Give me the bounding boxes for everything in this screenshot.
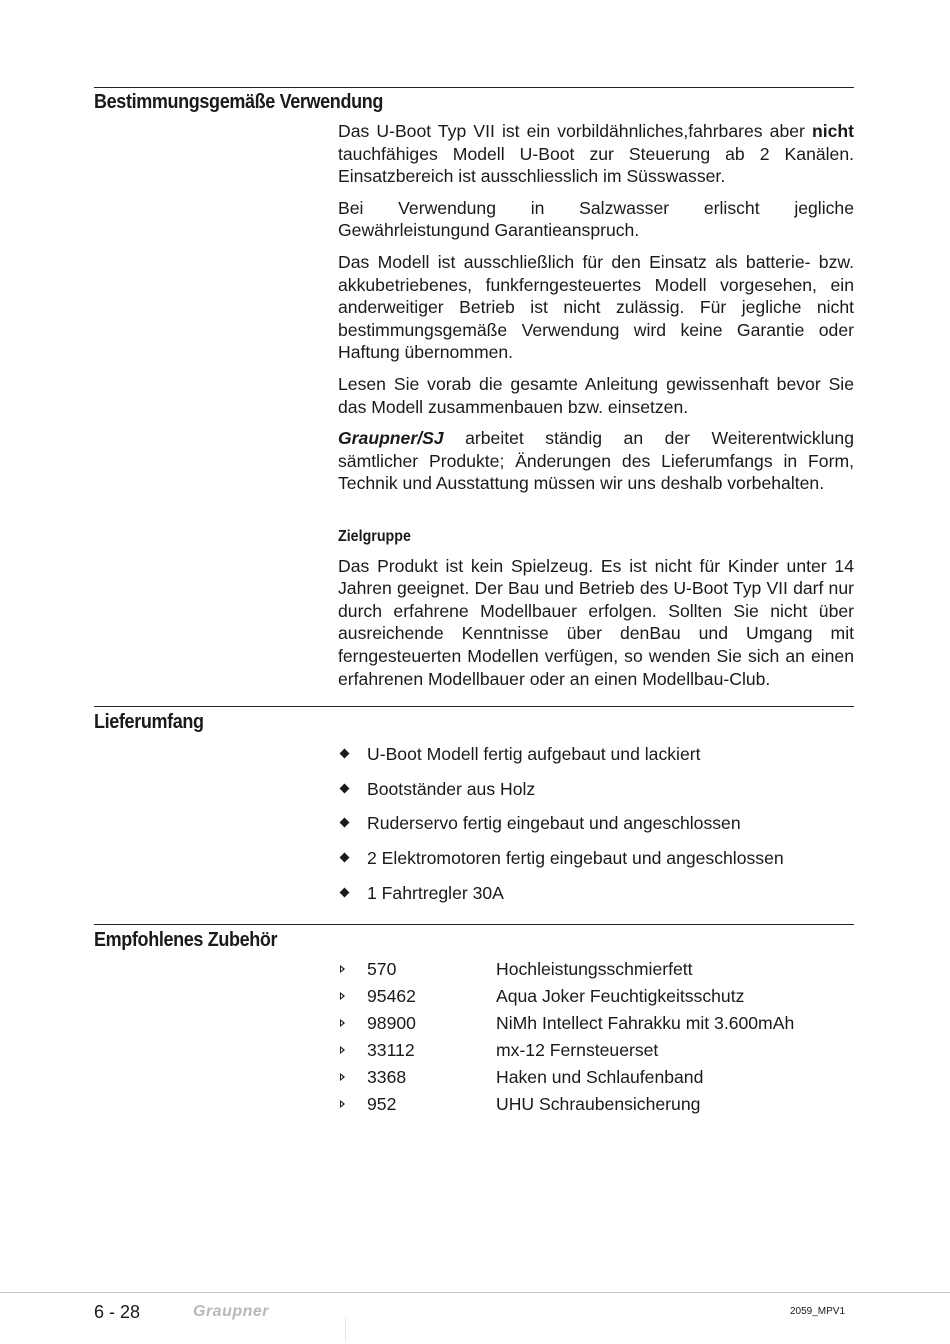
article-description: NiMh Intellect Fahrakku mit 3.600mAh xyxy=(496,1013,795,1033)
article-description: UHU Schraubensicherung xyxy=(496,1094,701,1114)
usage-paragraph-5: Graupner/SJ arbeitet ständig an der Weiterentwicklung sämtlicher Produkte; Änderungen des Lieferumfangs in Form, Technik und Ausstattung müssen wir uns deshalb vorbehalten. xyxy=(338,428,854,494)
usage-paragraph-2: Bei Verwendung in Salzwasser erlischt jegliche Gewährleistungund Garantieanspruch. xyxy=(338,197,854,241)
section-divider xyxy=(94,87,854,88)
accessory-row xyxy=(338,958,854,985)
list-item: Ruderservo fertig eingebaut und angeschlossen xyxy=(338,812,854,847)
triangle-bullet-icon xyxy=(340,992,345,1000)
graupner-logo: Graupner xyxy=(193,1303,270,1320)
footer-divider xyxy=(0,1292,950,1293)
usage-paragraph-1: Das U-Boot Typ VII ist ein vorbildähnliches,fahrbares aber nicht tauchfähiges Modell U-Boot zur Steuerung ab 2 Kanälen. Einsatzbereich ist ausschliesslich im Süsswasser. xyxy=(338,121,854,187)
diamond-bullet-icon xyxy=(340,887,350,897)
brand-name: Graupner/SJ xyxy=(338,428,444,449)
target-group-text: Das Produkt ist kein Spielzeug. Es ist nicht für Kinder unter 14 Jahren geeignet. Der Bau und Betrieb des U-Boot Typ VII darf nur durch erfahrene Modellbauer erfolgen. Sollten Sie nicht über ausreichende Kenntnisse über denBau und Umgang mit ferngesteuerten Modellen verfügen, so wenden Sie sich an einen erfahrenen Modellbauer oder an einen Modellbau-Club. xyxy=(338,555,854,689)
list-item: 1 Fahrtregler 30A xyxy=(338,882,854,917)
usage-paragraph-3: Das Modell ist ausschließlich für den Einsatz als batterie- bzw. akkubetriebenes, funkferngesteuertes Modell vorgesehen, ein anderweitiger Betrieb ist nicht zulässig. Für jegliche nicht bestimmungsgemäße Verwendung wird keine Garantie oder Haftung übernommen. xyxy=(338,251,854,363)
accessory-row xyxy=(338,1093,854,1120)
article-number: 952 xyxy=(367,1094,397,1114)
list-item: Bootständer aus Holz xyxy=(338,778,854,813)
diamond-bullet-icon xyxy=(340,749,350,759)
usage-text-column xyxy=(338,120,854,495)
footer-divider xyxy=(345,1318,346,1342)
list-item: 2 Elektromotoren fertig eingebaut und angeschlossen xyxy=(338,847,854,882)
target-group-block xyxy=(338,526,854,690)
section-heading-delivery: Lieferumfang xyxy=(94,711,204,733)
article-description: mx-12 Fernsteuerset xyxy=(496,1040,659,1060)
accessory-row xyxy=(338,985,854,1012)
triangle-bullet-icon xyxy=(340,965,345,973)
emphasis-nicht: nicht xyxy=(811,121,854,141)
section-heading-usage: Bestimmungsgemäße Verwendung xyxy=(94,91,383,113)
section-heading-accessories: Empfohlenes Zubehör xyxy=(94,929,278,951)
accessories-list xyxy=(338,958,854,1120)
article-number: 98900 xyxy=(367,1013,416,1033)
accessory-row xyxy=(338,1039,854,1066)
article-description: Aqua Joker Feuchtigkeitsschutz xyxy=(496,986,745,1006)
section-divider xyxy=(94,706,854,707)
diamond-bullet-icon xyxy=(340,783,350,793)
article-number: 570 xyxy=(367,959,397,979)
triangle-bullet-icon xyxy=(340,1046,345,1054)
diamond-bullet-icon xyxy=(340,853,350,863)
triangle-bullet-icon xyxy=(340,1100,345,1108)
target-group-heading: Zielgruppe xyxy=(338,528,411,545)
article-description: Hochleistungsschmierfett xyxy=(496,959,693,979)
section-divider xyxy=(94,924,854,925)
delivery-list xyxy=(338,743,854,916)
diamond-bullet-icon xyxy=(340,818,350,828)
triangle-bullet-icon xyxy=(340,1019,345,1027)
accessory-row xyxy=(338,1012,854,1039)
list-item: U-Boot Modell fertig aufgebaut und lackiert xyxy=(338,743,854,778)
triangle-bullet-icon xyxy=(340,1073,345,1081)
accessory-row xyxy=(338,1066,854,1093)
page-number: 6 - 28 xyxy=(94,1302,141,1322)
document-code: 2059_MPV1 xyxy=(790,1306,846,1317)
article-number: 3368 xyxy=(367,1067,407,1087)
article-number: 33112 xyxy=(367,1040,415,1060)
article-description: Haken und Schlaufenband xyxy=(496,1067,704,1087)
article-number: 95462 xyxy=(367,986,416,1006)
usage-paragraph-4: Lesen Sie vorab die gesamte Anleitung gewissenhaft bevor Sie das Modell zusammenbauen bzw. einsetzen. xyxy=(338,373,854,417)
